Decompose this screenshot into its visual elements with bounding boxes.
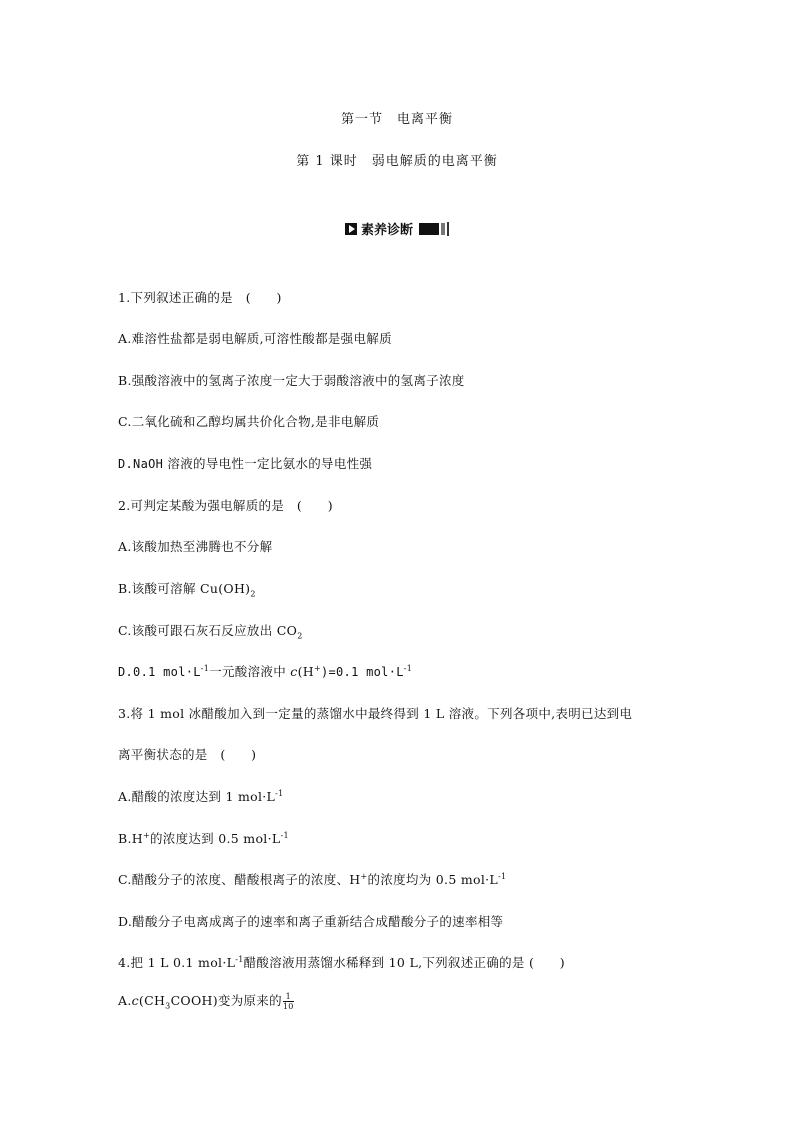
decorative-bars-icon xyxy=(419,222,449,236)
question-3-option-b: B.H+的浓度达到 0.5 $mol\cdot L^{-1}$ xyxy=(118,830,289,846)
question-3-option-a: A.醋酸的浓度达到 1 $mol\cdot L^{-1}$ xyxy=(118,788,284,804)
question-2-option-a: A.该酸加热至沸腾也不分解 xyxy=(118,539,273,554)
question-4-option-a: $A.c(CH_3COOH)$变为原来的 $\frac{1}{10}$ xyxy=(118,992,294,1011)
question-2-stem: 2.可判定某酸为强电解质的是 ( ) xyxy=(118,498,333,513)
question-1-option-b: B.强酸溶液中的氢离子浓度一定大于弱酸溶液中的氢离子浓度 xyxy=(118,373,465,388)
banner-label: 素养诊断 xyxy=(360,223,413,238)
question-1-option-d: D.NaOH 溶液的导电性一定比氨水的导电性强 xyxy=(118,456,373,471)
play-icon xyxy=(345,223,357,235)
question-3-stem-line-1: 3.将 1 mol 冰醋酸加入到一定量的蒸馏水中最终得到 1 L 溶液。下列各项中,表明已达到电 xyxy=(118,706,633,721)
question-3-option-d: D.醋酸分子电离成离子的速率和离子重新结合成醋酸分子的速率相等 xyxy=(118,914,504,929)
question-1-option-c: C.二氧化硫和乙醇均属共价化合物,是非电解质 xyxy=(118,414,380,429)
question-2-option-b: B.该酸可溶解 $Cu(OH)_2$ xyxy=(118,581,256,599)
question-2-option-c: C.该酸可跟石灰石反应放出 $CO_2$ xyxy=(118,623,303,641)
question-1-stem: 1.下列叙述正确的是 ( ) xyxy=(118,290,282,305)
question-3-option-c: C.醋酸分子的浓度、醋酸根离子的浓度、H+的浓度均为 0.5 $mol\cdot L^{-1}$ xyxy=(118,871,507,887)
question-3-stem-line-2: 离平衡状态的是 ( ) xyxy=(118,747,257,762)
question-2-option-d: D.0.1 $mol\cdot L^{-1}$一元酸溶液中 c(H+)=0.1 $mol\cdot L^{-1}$ xyxy=(118,663,413,679)
section-title: 第一节 电离平衡 xyxy=(340,112,453,127)
lesson-title: 第 1 课时 弱电解质的电离平衡 xyxy=(296,154,498,169)
question-4-stem: 4.把 1 L 0.1 $mol\cdot L^{-1}$醋酸溶液用蒸馏水稀释到 10 L,下列叙述正确的是 ( ) xyxy=(118,954,565,970)
section-banner xyxy=(0,219,794,238)
question-1-option-a: A.难溶性盐都是弱电解质,可溶性酸都是强电解质 xyxy=(118,331,392,346)
fraction: $\frac{1}{10}$ xyxy=(282,992,294,1011)
